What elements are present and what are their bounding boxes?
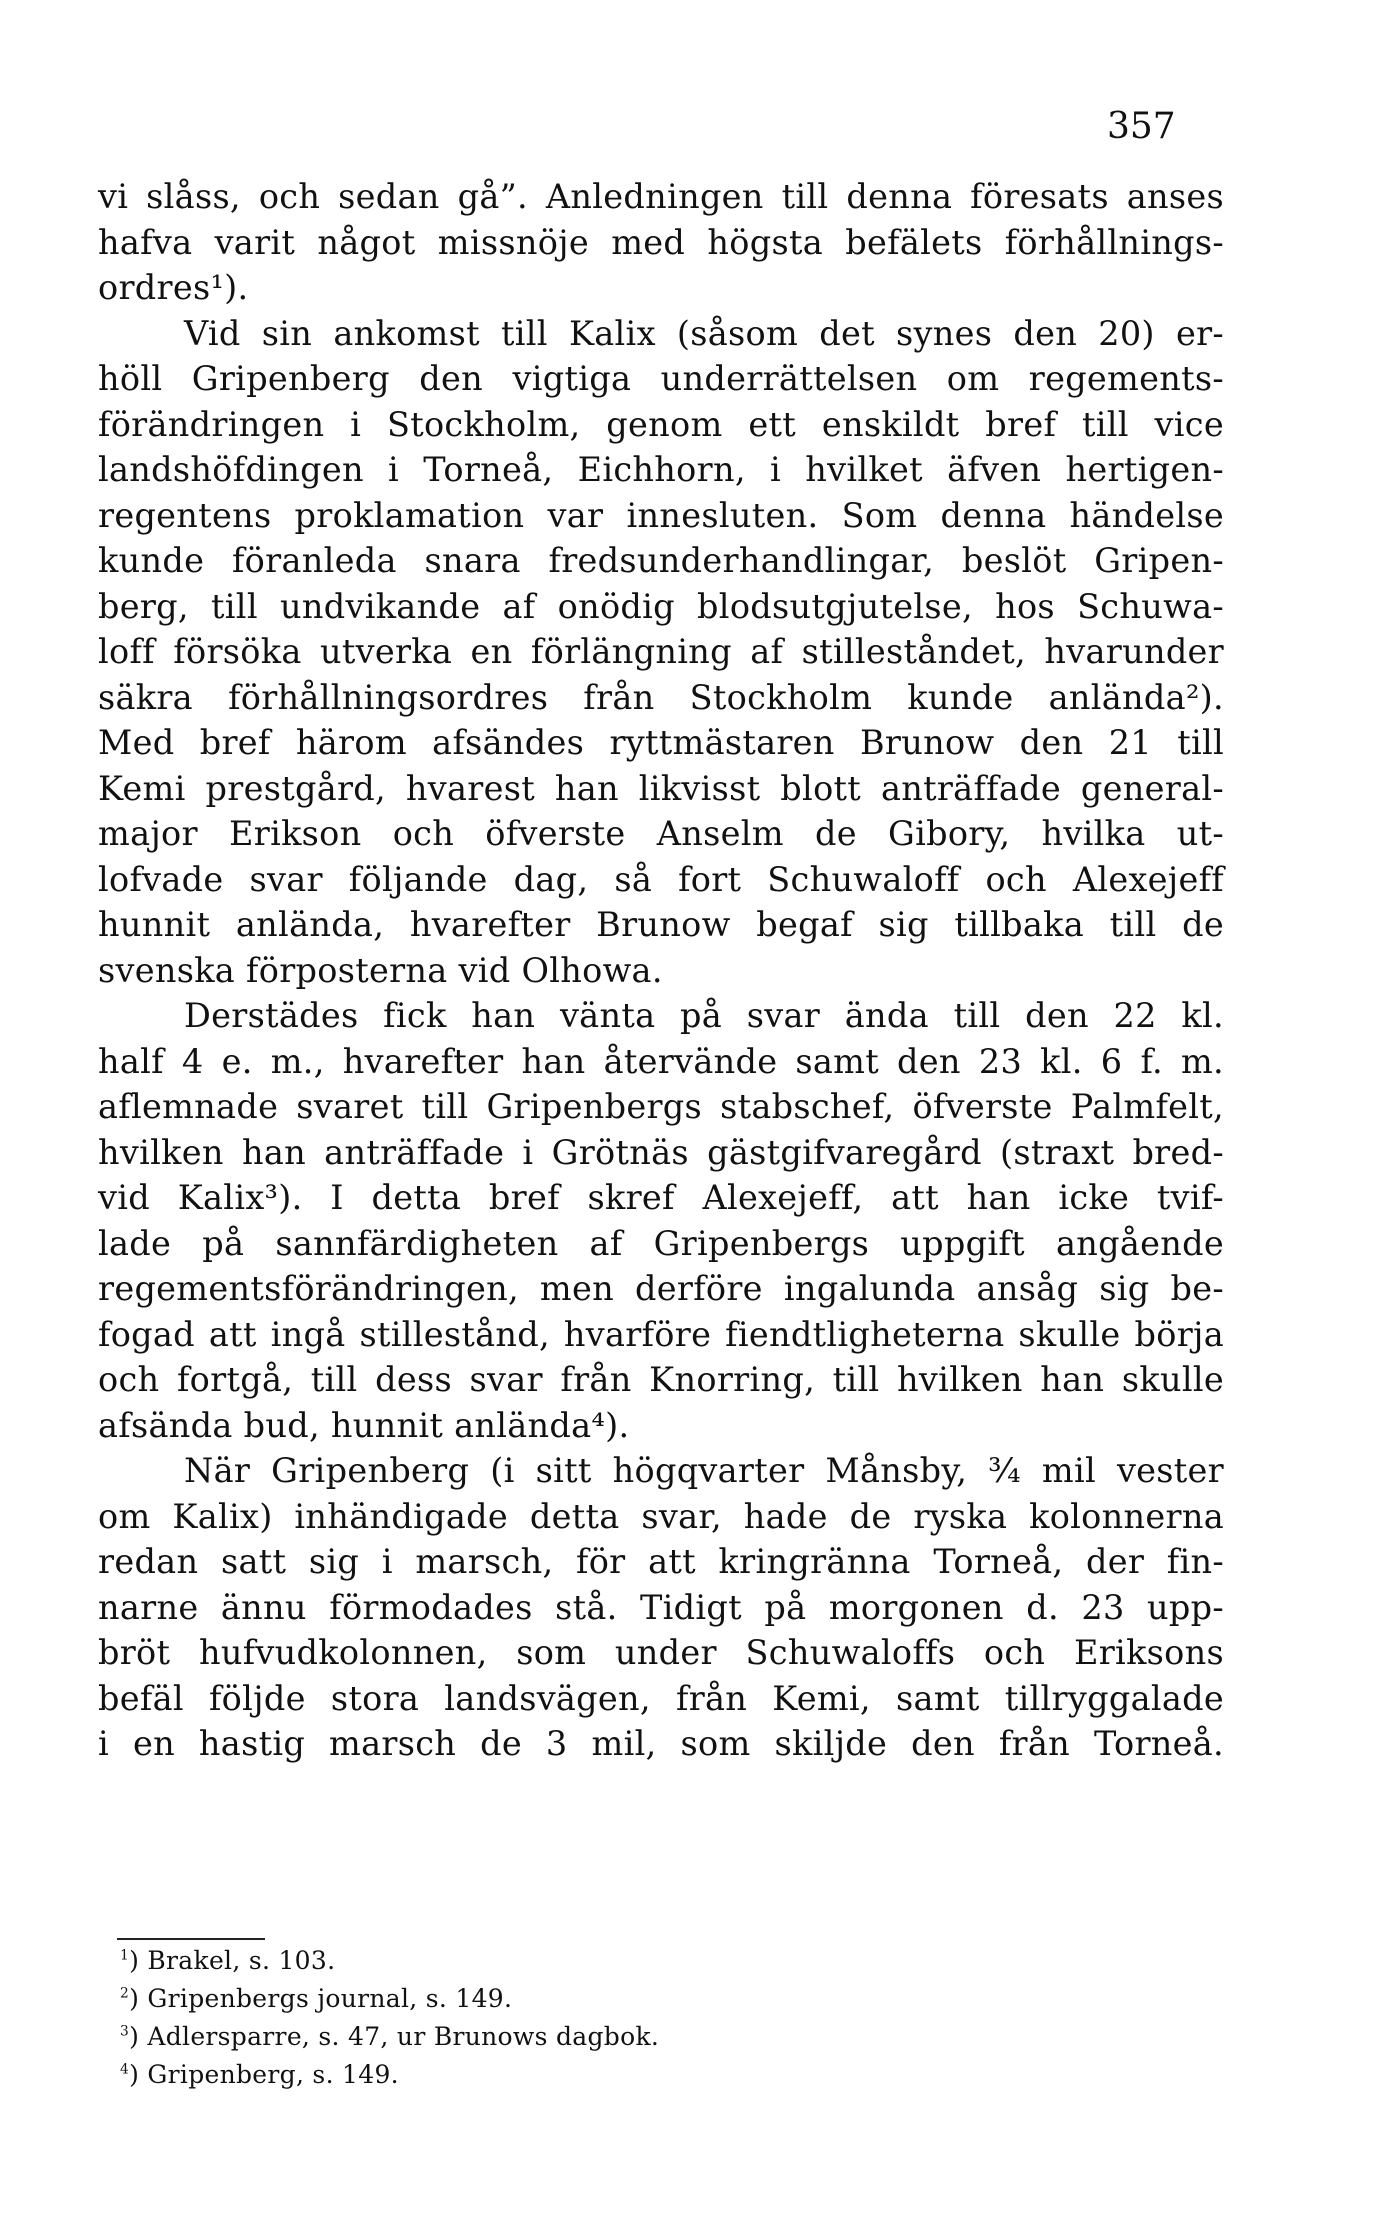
text-line: Vid sin ankomst till Kalix (såsom det synes den 20) er- xyxy=(184,313,1224,353)
body-text xyxy=(98,174,1224,1767)
paragraph xyxy=(98,311,1224,994)
text-line: förändringen i Stockholm, genom ett enskildt bref till vice xyxy=(98,404,1224,444)
text-line: hvilken han anträffade i Grötnäs gästgifvaregård (straxt bred- xyxy=(98,1132,1224,1172)
paragraph xyxy=(98,993,1224,1448)
text-line: redan satt sig i marsch, för att kringränna Torneå, der fin- xyxy=(98,1542,1224,1581)
text-line: hafva varit något missnöje med högsta befälets förhållnings- xyxy=(98,222,1224,262)
text-line: narne ännu förmodades stå. Tidigt på morgonen d. 23 upp- xyxy=(98,1587,1224,1627)
text-line: berg, till undvikande af onödig blodsutgjutelse, hos Schuwa- xyxy=(98,586,1224,626)
text-line: om Kalix) inhändigade detta svar, hade de ryska kolonnerna xyxy=(98,1496,1224,1536)
text-line: höll Gripenberg den vigtiga underrättelsen om regements- xyxy=(98,359,1224,398)
text-line: och fortgå, till dess svar från Knorring, till hvilken han skulle xyxy=(98,1360,1224,1399)
text-line: landshöfdingen i Torneå, Eichhorn, i hvilket äfven hertigen- xyxy=(98,450,1224,489)
text-line: Derstädes fick han vänta på svar ända till den 22 kl. xyxy=(184,996,1224,1035)
text-line: fogad att ingå stillestånd, hvarföre fiendtligheterna skulle börja xyxy=(98,1314,1224,1354)
footnote-mark: 3 xyxy=(120,2023,130,2040)
footnote-mark: 4 xyxy=(120,2061,130,2078)
text-line: bröt hufvudkolonnen, som under Schuwaloffs och Eriksons xyxy=(98,1633,1224,1672)
text-line: afsända bud, hunnit anlända⁴). xyxy=(98,1405,630,1445)
text-line: Med bref härom afsändes ryttmästaren Brunow den 21 till xyxy=(98,723,1224,762)
text-line: i en hastig marsch de 3 mil, som skiljde den från Torneå. xyxy=(98,1724,1224,1763)
text-line: lofvade svar följande dag, så fort Schuwaloff och Alexejeff xyxy=(98,859,1224,899)
text-line: vi slåss, och sedan gå”. Anledningen till denna föresats anses xyxy=(98,177,1224,216)
text-line: ordres¹). xyxy=(98,268,249,307)
text-line: hunnit anlända, hvarefter Brunow begaf sig tillbaka till de xyxy=(98,905,1224,944)
paragraph xyxy=(98,1448,1224,1767)
footnote-mark: 2 xyxy=(120,1985,130,2002)
footnote-text: Brakel, s. 103. xyxy=(147,1946,336,1975)
footnote-divider xyxy=(117,1938,265,1940)
text-line: När Gripenberg (i sitt högqvarter Månsby, ¾ mil vester xyxy=(184,1451,1224,1490)
footnote-text: Gripenbergs journal, s. 149. xyxy=(147,1984,513,2013)
footnote-mark: 1 xyxy=(120,1947,130,1964)
text-line: aflemnade svaret till Gripenbergs stabschef, öfverste Palmfelt, xyxy=(98,1087,1224,1126)
footnotes xyxy=(120,1942,880,2094)
text-line: half 4 e. m., hvarefter han återvände samt den 23 kl. 6 f. m. xyxy=(98,1041,1224,1081)
page-number: 357 xyxy=(1107,106,1176,147)
footnote: $^1$) Brakel, s. 103. xyxy=(120,1946,336,1975)
footnote-text: Adlersparre, s. 47, ur Brunows dagbok. xyxy=(147,2022,660,2051)
text-line: lade på sannfärdigheten af Gripenbergs uppgift angående xyxy=(98,1223,1224,1263)
text-line: regentens proklamation var innesluten. Som denna händelse xyxy=(98,495,1224,535)
text-line: befäl följde stora landsvägen, från Kemi, samt tillryggalade xyxy=(98,1678,1224,1718)
footnote: $^2$) Gripenbergs journal, s. 149. xyxy=(120,1984,513,2013)
text-line: major Erikson och öfverste Anselm de Gibory, hvilka ut- xyxy=(98,814,1224,853)
text-line: regementsförändringen, men derföre ingalunda ansåg sig be- xyxy=(98,1269,1224,1308)
footnote-text: Gripenberg, s. 149. xyxy=(147,2060,399,2089)
text-line: Kemi prestgård, hvarest han likvisst blott anträffade general- xyxy=(98,768,1224,808)
text-line: säkra förhållningsordres från Stockholm kunde anlända²). xyxy=(98,677,1224,717)
text-line: svenska förposterna vid Olhowa. xyxy=(98,950,663,990)
footnote: $^3$) Adlersparre, s. 47, ur Brunows dagbok. xyxy=(120,2022,660,2051)
footnote: $^4$) Gripenberg, s. 149. xyxy=(120,2060,399,2089)
text-line: kunde föranleda snara fredsunderhandlingar, beslöt Gripen- xyxy=(98,541,1224,580)
paragraph xyxy=(98,174,1224,311)
text-line: vid Kalix³). I detta bref skref Alexejeff, att han icke tvif- xyxy=(98,1178,1224,1217)
text-line: loff försöka utverka en förlängning af stilleståndet, hvarunder xyxy=(98,632,1224,671)
